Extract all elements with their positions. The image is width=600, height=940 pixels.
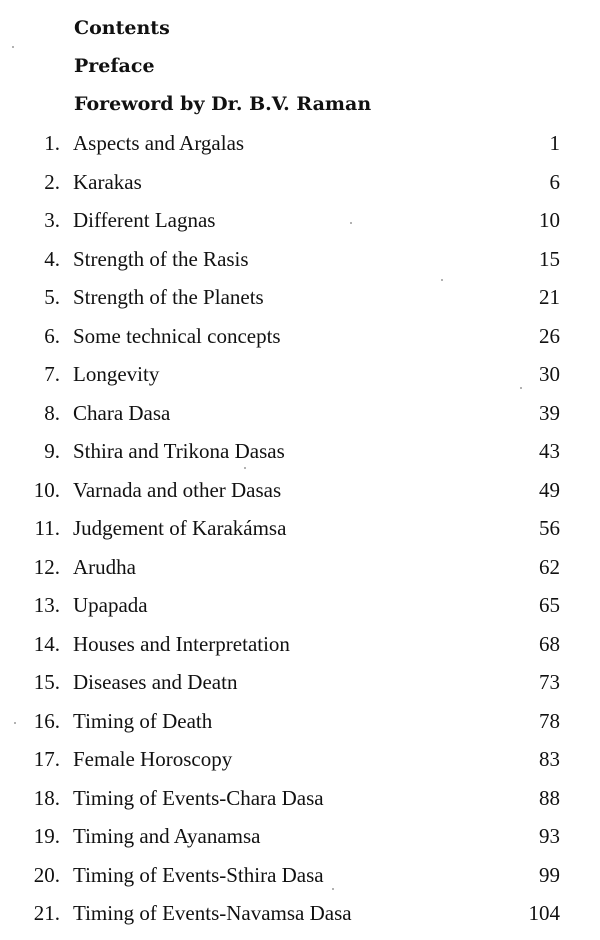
page-number: 93 <box>539 824 560 848</box>
toc-entry <box>0 822 600 861</box>
contents-heading: Contents <box>74 17 170 39</box>
chapter-title: Timing and Ayanamsa <box>73 824 261 848</box>
toc-entry <box>0 437 600 476</box>
page-number: 39 <box>539 400 560 425</box>
chapter-title: Varnada and other Dasas <box>73 477 282 502</box>
page-number: 62 <box>539 554 560 579</box>
page-number: 78 <box>539 708 560 733</box>
chapter-title: Judgement of Karakámsa <box>73 516 287 540</box>
chapter-title: Some technical concepts <box>73 323 281 348</box>
scan-speck <box>244 467 246 469</box>
scan-speck <box>441 279 443 281</box>
chapter-number: 20. <box>33 862 60 887</box>
toc-entry <box>0 668 600 707</box>
chapter-number: 18. <box>33 785 60 810</box>
chapter-number: 15. <box>33 670 60 694</box>
chapter-title: Longevity <box>73 362 160 386</box>
page-number: 43 <box>539 439 560 463</box>
page-number: 49 <box>539 477 560 502</box>
toc-entry <box>0 129 600 168</box>
chapter-number: 9. <box>44 439 60 463</box>
chapter-number: 11. <box>34 516 60 540</box>
toc-entry <box>0 745 600 784</box>
chapter-title: Strength of the Planets <box>73 285 264 309</box>
chapter-title: Timing of Events-Navamsa Dasa <box>73 901 352 925</box>
chapter-title: Timing of Death <box>73 708 213 733</box>
chapter-title: Sthira and Trikona Dasas <box>73 439 285 463</box>
toc-entry <box>0 899 600 938</box>
toc-entry <box>0 553 600 592</box>
toc-entry <box>0 591 600 630</box>
page-number: 10 <box>539 208 560 232</box>
chapter-title: Timing of Events-Sthira Dasa <box>73 862 324 887</box>
toc-entry <box>0 476 600 515</box>
foreword-heading: Foreword by Dr. B.V. Raman <box>74 93 372 115</box>
chapter-number: 19. <box>33 824 60 848</box>
chapter-number: 2. <box>44 169 60 194</box>
page-number: 30 <box>539 362 560 386</box>
chapter-number: 10. <box>33 477 60 502</box>
chapter-number: 8. <box>44 400 60 425</box>
page-number: 65 <box>539 593 560 617</box>
chapter-number: 12. <box>33 554 60 579</box>
page-number: 104 <box>528 901 560 925</box>
chapter-number: 21. <box>33 901 60 925</box>
chapter-title: Karakas <box>73 169 142 194</box>
chapter-title: Chara Dasa <box>73 400 171 425</box>
page-number: 1 <box>549 131 560 155</box>
toc-entry <box>0 245 600 284</box>
chapter-number: 3. <box>44 208 60 232</box>
page-number: 88 <box>539 785 560 810</box>
chapter-number: 16. <box>33 708 60 733</box>
toc-entry <box>0 707 600 746</box>
chapter-title: Arudha <box>73 554 136 579</box>
page-number: 56 <box>539 516 560 540</box>
chapter-number: 1. <box>44 131 60 155</box>
chapter-number: 4. <box>44 246 60 271</box>
toc-entry <box>0 784 600 823</box>
page-number: 99 <box>539 862 560 887</box>
chapter-number: 5. <box>44 285 60 309</box>
toc-list <box>0 129 600 938</box>
page-number: 15 <box>539 246 560 271</box>
chapter-title: Different Lagnas <box>73 208 216 232</box>
chapter-number: 14. <box>33 631 60 656</box>
chapter-number: 17. <box>33 747 60 771</box>
chapter-number: 7. <box>44 362 60 386</box>
chapter-title: Female Horoscopy <box>73 747 233 771</box>
toc-entry <box>0 322 600 361</box>
toc-entry <box>0 283 600 322</box>
scan-speck <box>520 387 522 389</box>
page-number: 73 <box>539 670 560 694</box>
toc-entry <box>0 514 600 553</box>
toc-entry <box>0 630 600 669</box>
chapter-title: Aspects and Argalas <box>73 131 245 155</box>
chapter-title: Diseases and Deatn <box>73 670 238 694</box>
toc-entry <box>0 861 600 900</box>
scan-speck <box>12 46 14 48</box>
scan-speck <box>332 888 334 890</box>
chapter-title: Upapada <box>73 593 148 617</box>
page-number: 6 <box>549 169 560 194</box>
chapter-title: Houses and Interpretation <box>73 631 290 656</box>
chapter-number: 6. <box>44 323 60 348</box>
page-number: 21 <box>539 285 560 309</box>
toc-entry <box>0 360 600 399</box>
toc-entry <box>0 399 600 438</box>
page-number: 26 <box>539 323 560 348</box>
page-number: 68 <box>539 631 560 656</box>
toc-entry <box>0 168 600 207</box>
scan-speck <box>350 222 352 224</box>
scan-speck <box>14 722 16 724</box>
chapter-title: Timing of Events-Chara Dasa <box>73 785 324 810</box>
chapter-title: Strength of the Rasis <box>73 246 249 271</box>
toc-entry <box>0 206 600 245</box>
preface-heading: Preface <box>74 55 155 77</box>
page-number: 83 <box>539 747 560 771</box>
chapter-number: 13. <box>33 593 60 617</box>
